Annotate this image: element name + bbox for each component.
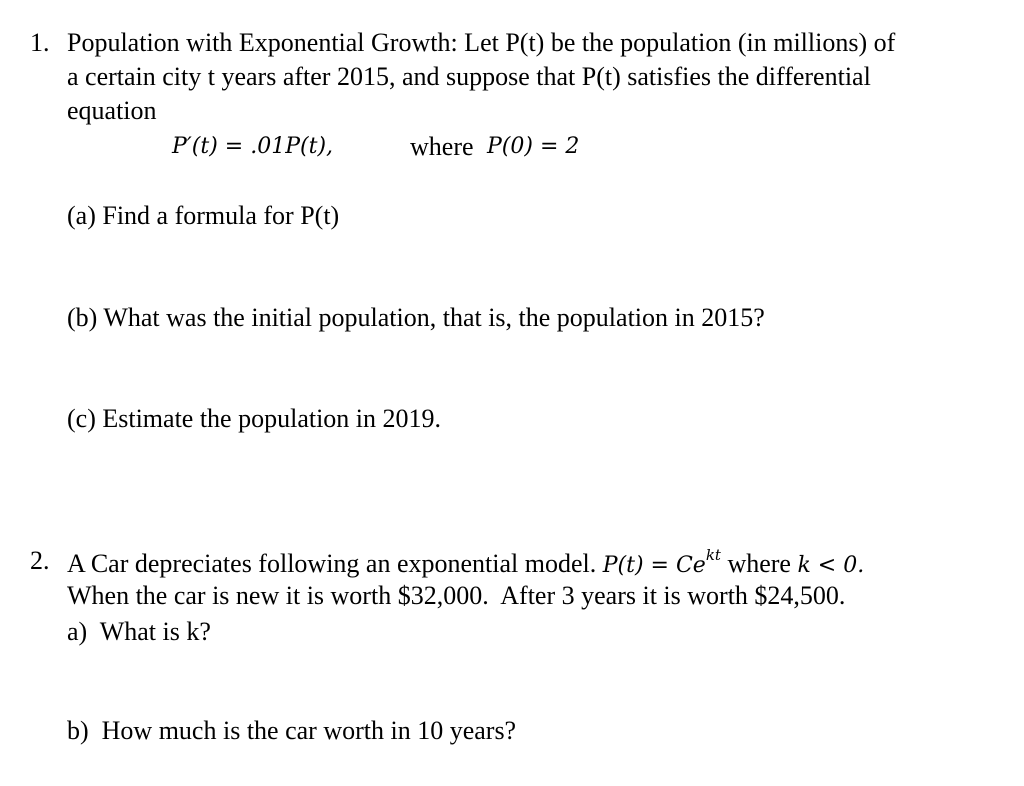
- problem-2-part-b: b) How much is the car worth in 10 years?: [67, 716, 517, 745]
- model-exponent: kt: [705, 546, 721, 564]
- problem-2-number: 2.: [30, 546, 50, 575]
- problem-2-part-a: a) What is k?: [67, 617, 211, 646]
- differential-equation: P′(t) = .01P(t),: [172, 134, 334, 159]
- problem-1-part-a: (a) Find a formula for P(t): [67, 201, 340, 230]
- k-condition: k < 0.: [797, 553, 865, 578]
- problem-1-line-1: Population with Exponential Growth: Let P(t) be the population (in millions) of: [67, 28, 896, 57]
- model-where-label: where: [727, 549, 791, 578]
- problem-2-line-2: When the car is new it is worth $32,000. After 3 years it is worth $24,500.: [67, 581, 846, 610]
- problem-2-intro: A Car depreciates following an exponential model.: [67, 549, 597, 578]
- equation-where-label: where: [410, 132, 474, 161]
- problem-2-line-1: [67, 548, 864, 577]
- problem-1-number: 1.: [30, 28, 50, 57]
- problem-1-line-2: a certain city t years after 2015, and suppose that P(t) satisfies the differential: [67, 62, 871, 91]
- problem-1-line-3: equation: [67, 96, 157, 125]
- problem-1-part-b: (b) What was the initial population, that is, the population in 2015?: [67, 303, 765, 332]
- problem-1-part-c: (c) Estimate the population in 2019.: [67, 404, 442, 433]
- depreciation-model: $P(t) = Ce^{kt}$: [602, 546, 721, 578]
- initial-condition: P(0) = 2: [487, 134, 580, 159]
